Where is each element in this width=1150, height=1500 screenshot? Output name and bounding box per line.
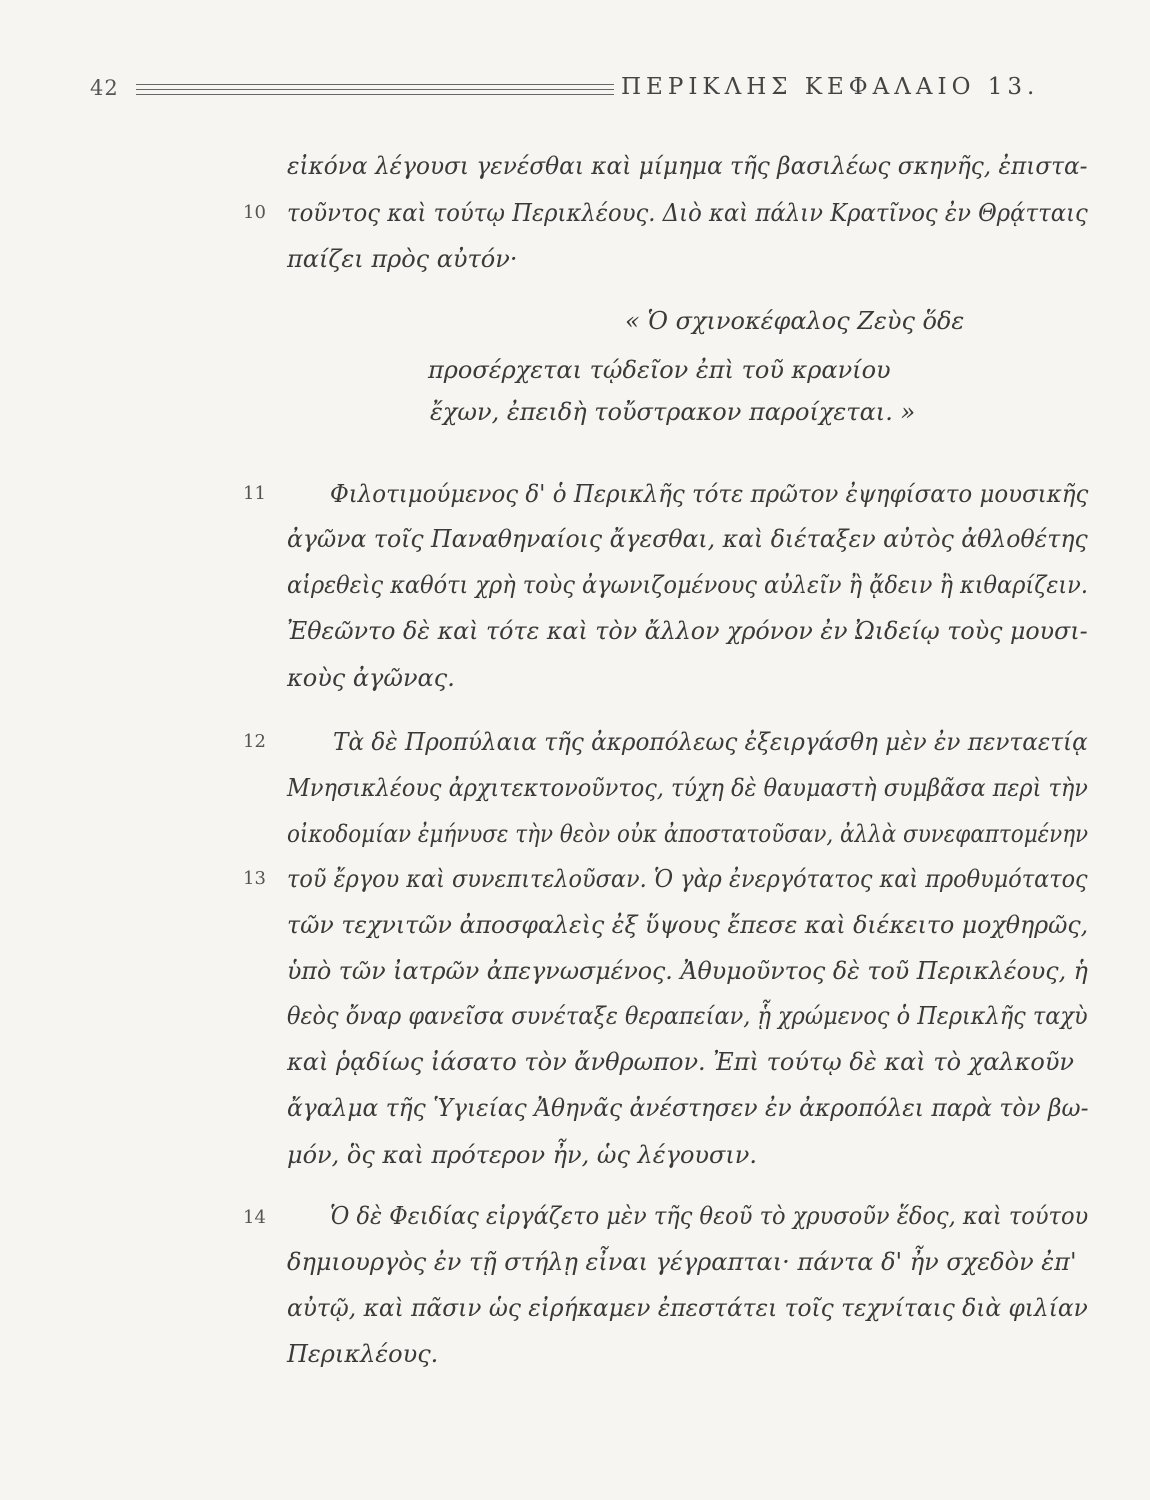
text-line: Ὁ δὲ Φειδίας εἰργάζετο μὲν τῆς θεοῦ τὸ χρυσοῦν ἕδος, καὶ τούτου xyxy=(330,1202,1089,1230)
line-number: 14 xyxy=(243,1207,266,1228)
text-line: θεὸς ὄναρ φανεῖσα συνέταξε θεραπείαν, ᾗ χρώμενος ὁ Περικλῆς ταχὺ xyxy=(287,1002,1088,1030)
page-header xyxy=(0,0,1150,120)
text-line: τῶν τεχνιτῶν ἀποσφαλεὶς ἐξ ὕψους ἔπεσε καὶ διέκειτο μοχθηρῶς, xyxy=(287,911,1089,939)
text-line: Περικλέους. xyxy=(287,1340,439,1368)
text-line: οἰκοδομίαν ἐμήνυσε τὴν θεὸν οὐκ ἀποστατοῦσαν, ἀλλὰ συνεφαπτομένην xyxy=(287,820,1089,848)
text-line: ἄγαλμα τῆς Ὑγιείας Ἀθηνᾶς ἀνέστησεν ἐν ἀκροπόλει παρὰ τὸν βω- xyxy=(287,1094,1089,1122)
text-line: εἰκόνα λέγουσι γενέσθαι καὶ μίμημα τῆς βασιλέως σκηνῆς, ἐπιστα- xyxy=(287,152,1088,180)
text-line: παίζει πρὸς αὐτόν· xyxy=(287,245,518,273)
header-rule xyxy=(136,84,614,85)
line-number: 10 xyxy=(243,202,266,223)
text-line: κοὺς ἀγῶνας. xyxy=(287,664,455,692)
text-line: τοῦντος καὶ τούτῳ Περικλέους. Διὸ καὶ πάλιν Κρατῖνος ἐν Θρᾴτταις xyxy=(287,199,1088,227)
line-number: 13 xyxy=(243,868,266,889)
verse-line: ἔχων, ἐπειδὴ τοὔστρακον παροίχεται. » xyxy=(430,398,916,426)
text-line: καὶ ῥᾳδίως ἰάσατο τὸν ἄνθρωπον. Ἐπὶ τούτῳ δὲ καὶ τὸ χαλκοῦν xyxy=(287,1048,1075,1076)
verse-line: προσέρχεται τῴδεῖον ἐπὶ τοῦ κρανίου xyxy=(428,356,891,384)
verse-line: « Ὁ σχινοκέφαλος Ζεὺς ὅδε xyxy=(625,307,965,335)
text-line: ὑπὸ τῶν ἰατρῶν ἀπεγνωσμένος. Ἀθυμοῦντος δὲ τοῦ Περικλέους, ἡ xyxy=(287,957,1088,985)
page-number: 42 xyxy=(90,76,119,100)
text-line: Τὰ δὲ Προπύλαια τῆς ἀκροπόλεως ἐξειργάσθη μὲν ἐν πενταετίᾳ xyxy=(333,728,1088,756)
text-line: μόν, ὃς καὶ πρότερον ἦν, ὡς λέγουσιν. xyxy=(287,1141,758,1169)
text-line: Μνησικλέους ἀρχιτεκτονοῦντος, τύχη δὲ θαυμαστὴ συμβᾶσα περὶ τὴν xyxy=(287,774,1088,802)
text-line: τοῦ ἔργου καὶ συνεπιτελοῦσαν. Ὁ γὰρ ἐνεργότατος καὶ προθυμότατος xyxy=(287,865,1088,893)
text-line: Φιλοτιμούμενος δ' ὁ Περικλῆς τότε πρῶτον ἐψηφίσατο μουσικῆς xyxy=(330,480,1089,508)
running-title: ΠΕΡΙΚΛΗΣ ΚΕΦΑΛΑΙΟ 13. xyxy=(621,74,1040,100)
text-line: αὐτῷ, καὶ πᾶσιν ὡς εἰρήκαμεν ἐπεστάτει τοῖς τεχνίταις διὰ φιλίαν xyxy=(287,1294,1088,1322)
text-line: ἀγῶνα τοῖς Παναθηναίοις ἄγεσθαι, καὶ διέταξεν αὐτὸς ἀθλοθέτης xyxy=(287,525,1088,553)
text-line: δημιουργὸς ἐν τῇ στήλῃ εἶναι γέγραπται· πάντα δ' ἦν σχεδὸν ἐπ' xyxy=(287,1248,1077,1276)
text-line: Ἐθεῶντο δὲ καὶ τότε καὶ τὸν ἄλλον χρόνον ἐν Ὠιδείῳ τοὺς μουσι- xyxy=(287,617,1088,645)
header-rule xyxy=(136,94,614,95)
header-rule xyxy=(136,89,614,90)
text-line: αἱρεθεὶς καθότι χρὴ τοὺς ἀγωνιζομένους αὐλεῖν ἢ ᾄδειν ἢ κιθαρίζειν. xyxy=(287,571,1088,599)
line-number: 11 xyxy=(243,483,266,504)
line-number: 12 xyxy=(243,731,266,752)
